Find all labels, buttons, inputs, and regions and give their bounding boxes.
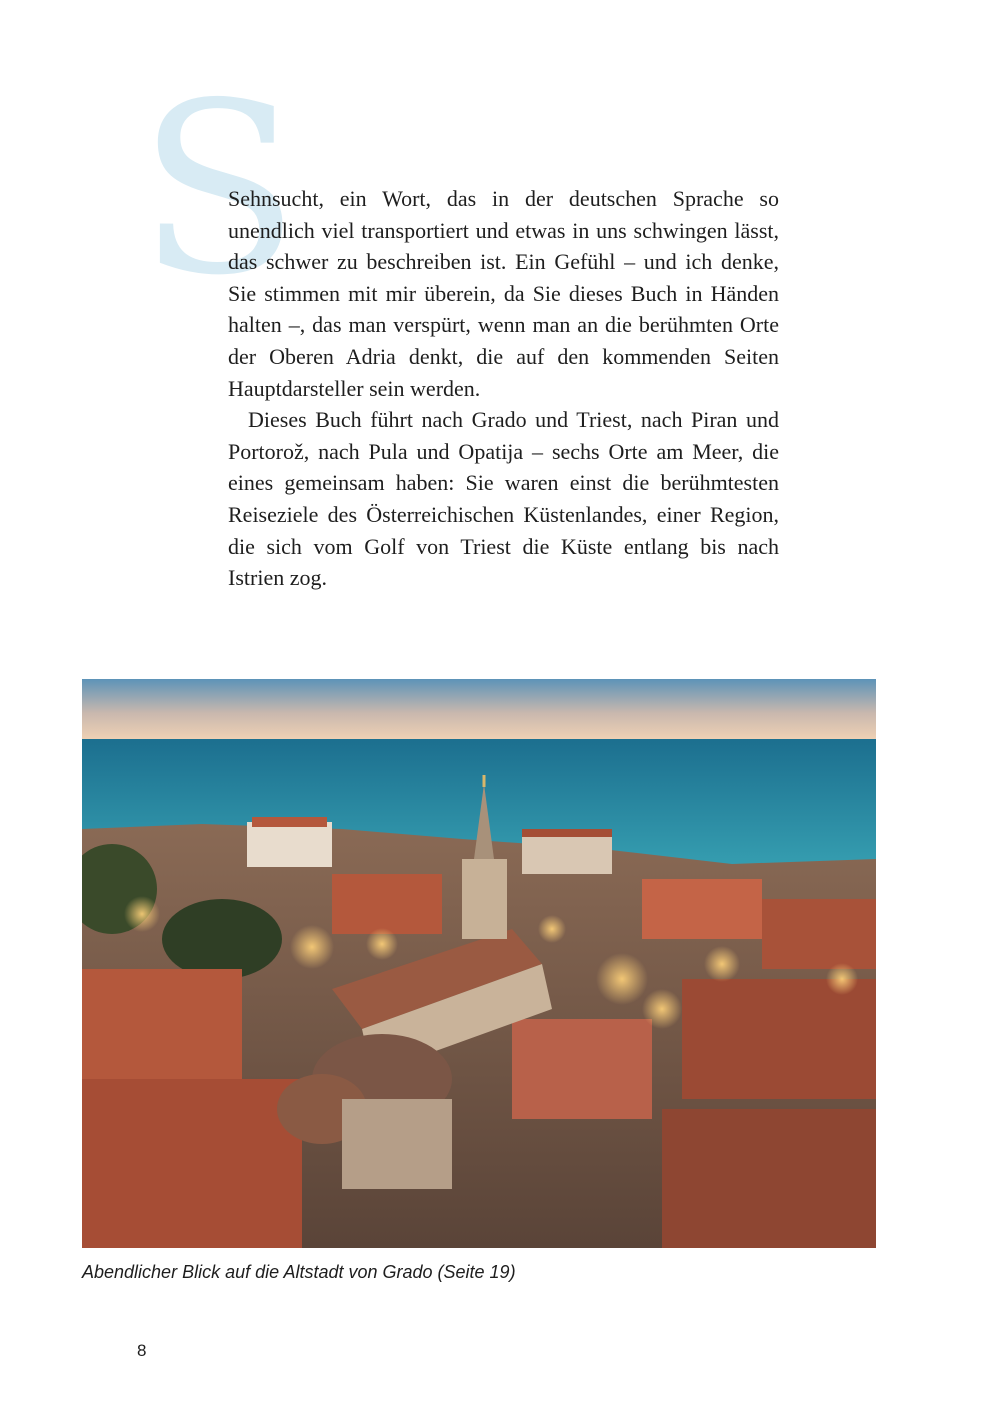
drop-cap-letter: S (138, 52, 300, 327)
figure-caption: Abendlicher Blick auf die Altstadt von Grado (Seite 19) (82, 1262, 516, 1282)
body-text (228, 183, 779, 594)
paragraph-1: Sehnsucht, ein Wort, das in der deutschen Sprache so unendlich viel transportiert und etwas in uns schwingen lässt, das schwer zu beschreiben ist. Ein Gefühl – und ich denke, Sie stimmen mit mir überein, da Sie dieses Buch in Händen halten –, das man verspürt, wenn man an die berühmten Orte der Oberen Adria denkt, die auf den kommenden Seiten Hauptdarsteller sein werden. (228, 186, 779, 401)
paragraph-2: Dieses Buch führt nach Grado und Triest, nach Piran und Portorož, nach Pula und Opatija – sechs Orte am Meer, die eines gemeinsam haben: Sie waren einst die berühmtesten Reiseziele des Österreichischen Küstenlandes, einer Region, die sich vom Golf von Triest die Küste entlang bis nach Istrien zog. (228, 407, 779, 591)
grado-aerial-photo (82, 679, 876, 1248)
page-number: 8 (137, 1341, 147, 1360)
